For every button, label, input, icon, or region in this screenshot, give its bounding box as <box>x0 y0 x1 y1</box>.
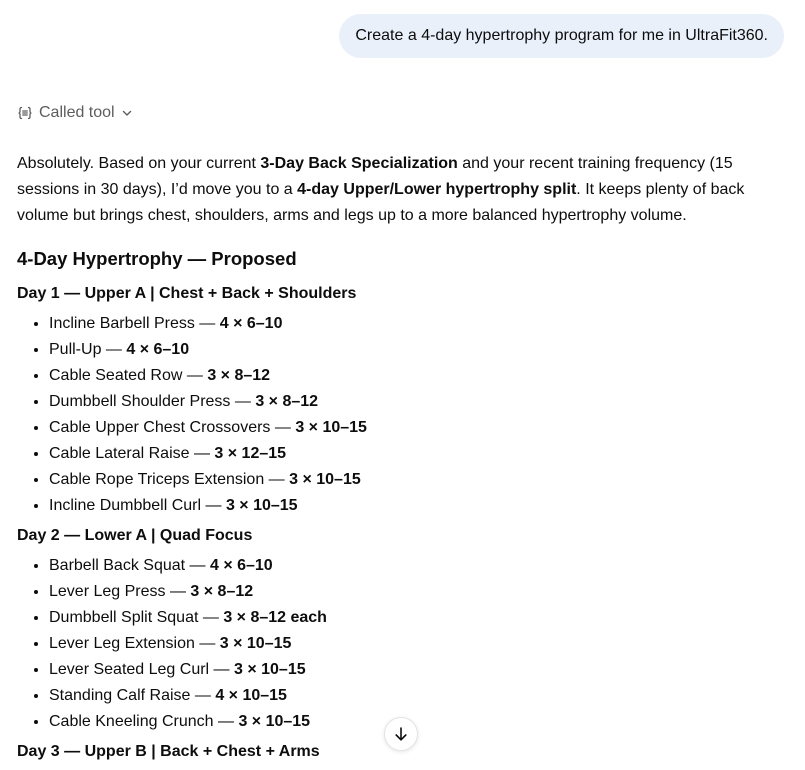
program-title: 4-Day Hypertrophy — Proposed <box>17 248 297 269</box>
exercise-sets: 3 × 10–15 <box>295 419 367 436</box>
exercise-sets: 4 × 6–10 <box>219 315 283 332</box>
intro-paragraph <box>17 151 787 229</box>
day-1-exercise-list <box>17 311 787 519</box>
exercise-sets: 3 × 10–15 <box>225 497 298 514</box>
list-item <box>49 631 787 657</box>
list-item <box>49 605 787 631</box>
called-tool-toggle[interactable] <box>17 104 133 122</box>
user-message-text: Create a 4-day hypertrophy program for me in UltraFit360. <box>355 27 768 44</box>
exercise-name: Cable Kneeling Crunch — <box>49 713 239 730</box>
exercise-sets: 3 × 8–12 each <box>223 609 327 626</box>
exercise-name: Lever Leg Press — <box>49 583 191 600</box>
chevron-down-icon <box>121 107 133 119</box>
intro-text-3: . It keeps plenty of back volume but brings chest, shoulders, arms and legs up to a more balanced hypertrophy volume. <box>17 181 745 224</box>
list-item <box>49 467 787 493</box>
exercise-name: Incline Barbell Press — <box>49 315 220 332</box>
intro-text-1: Absolutely. Based on your current <box>17 155 261 172</box>
intro-bold-1: 3-Day Back Specialization <box>260 155 458 172</box>
list-item <box>49 337 787 363</box>
exercise-sets: 3 × 12–15 <box>214 445 287 462</box>
tool-call-icon <box>17 105 33 121</box>
exercise-name: Cable Rope Triceps Extension — <box>49 471 290 488</box>
day-2-title: Day 2 — Lower A | Quad Focus <box>17 527 253 544</box>
arrow-down-icon <box>392 725 410 743</box>
user-message-bubble <box>339 14 784 58</box>
list-item <box>49 415 787 441</box>
exercise-name: Lever Leg Extension — <box>49 635 220 652</box>
list-item <box>49 311 787 337</box>
exercise-sets: 3 × 10–15 <box>289 471 361 488</box>
exercise-sets: 3 × 10–15 <box>219 635 292 652</box>
list-item <box>49 389 787 415</box>
exercise-name: Cable Upper Chest Crossovers — <box>49 419 296 436</box>
exercise-name: Pull-Up — <box>49 341 127 358</box>
list-item <box>49 683 787 709</box>
exercise-name: Lever Seated Leg Curl — <box>49 661 234 678</box>
list-item <box>49 363 787 389</box>
day-3-title: Day 3 — Upper B | Back + Chest + Arms <box>17 743 320 760</box>
exercise-sets: 3 × 8–12 <box>255 393 319 410</box>
exercise-name: Dumbbell Shoulder Press — <box>49 393 256 410</box>
exercise-name: Cable Lateral Raise — <box>49 445 215 462</box>
exercise-sets: 4 × 6–10 <box>209 557 273 574</box>
scroll-to-bottom-button[interactable] <box>384 717 418 751</box>
list-item <box>49 441 787 467</box>
exercise-sets: 4 × 10–15 <box>215 687 287 704</box>
list-item <box>49 709 787 735</box>
day-2-exercise-list <box>17 553 787 735</box>
exercise-sets: 3 × 8–12 <box>190 583 254 600</box>
list-item <box>49 493 787 519</box>
exercise-name: Incline Dumbbell Curl — <box>49 497 226 514</box>
intro-text-2: and your recent training frequency (15 sessions in 30 days), I’d move you to a <box>17 155 733 198</box>
assistant-response <box>17 151 787 769</box>
exercise-name: Barbell Back Squat — <box>49 557 210 574</box>
exercise-sets: 3 × 10–15 <box>238 713 311 730</box>
list-item <box>49 553 787 579</box>
called-tool-label: Called tool <box>39 104 115 121</box>
exercise-name: Cable Seated Row — <box>49 367 208 384</box>
exercise-name: Standing Calf Raise — <box>49 687 216 704</box>
exercise-sets: 3 × 10–15 <box>234 661 306 678</box>
exercise-name: Dumbbell Split Squat — <box>49 609 224 626</box>
list-item <box>49 579 787 605</box>
day-1-title: Day 1 — Upper A | Chest + Back + Shoulders <box>17 285 357 302</box>
intro-bold-2: 4-day Upper/Lower hypertrophy split <box>297 181 577 198</box>
list-item <box>49 657 787 683</box>
exercise-sets: 3 × 8–12 <box>207 367 271 384</box>
exercise-sets: 4 × 6–10 <box>126 341 190 358</box>
